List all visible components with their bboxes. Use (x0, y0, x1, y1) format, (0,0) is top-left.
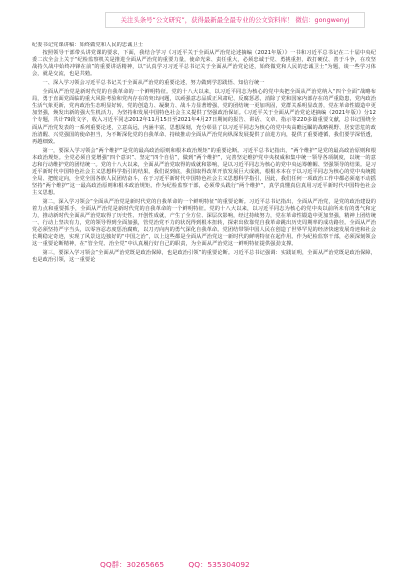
paragraph-intro: 按照领导干部带头讲党课的要求，下面，我结合学习《习近平关于全面从严治党论述摘编（2021年版）》一书和习近平总书记在二十届中央纪委二次全会上关于“纪检监察机关是推进全面从严治党的重要力量，使命光荣、责任重大，必须忠诚于党、勇挑重担，敢打硬仗、善于斗争，在攻坚战持久战中始终冲锋在前”的重要讲话精神，以“认真学习习近平总书记关于全面从严治党论述，始终做党和人民的忠诚卫士”为题，谈一些学习体会，就是交流，也是共勉。 (32, 50, 376, 78)
header-banner: 关注头条号“公文研究”，获得最新最全最专业的公文资料库！ 微信：gongwenyj (105, 12, 365, 28)
paragraph-overview: 全面从严治党是新时代党的自我革命的一个鲜明特征。党的十八大以来，以习近平同志为核心的党中央把全面从严治党纳入“四个全面”战略布局，勇于直面党面临的重大风险考验和党内存在的突出问题，以顽强意志品质正风肃纪、反腐惩恶，消除了党和国家内部存在的严重隐患，党内政治生活气象更新，党内政治生态明显好转，党的创造力、凝聚力、战斗力显著增强，党的团结统一更加巩固，党群关系明显改善，党在革命性锻造中更加坚强，焕发出新的强大生机活力，为坚持和发展中国特色社会主义提供了坚强政治保证。《习近平关于全面从严治党论述摘编（2021年版）》分12个专题，共计79段文字，收入习近平同志2012年11月15日至2021年4月27日期间的报告、讲话、文章、指示等220多篇重要文献，总书记围绕全面从严治党发表的一系列重要论述，立意高远，内涵丰富，思想深刻，充分彰显了以习近平同志为核心的党中央高瞻远瞩的战略视野、居安思危的政治清醒、兴党强国的使命担当，为不断深化党的自我革命、持续推动全面从严治党向纵深发展提供了前进方向，提供了重要遵循，我们要学深悟透，再越细致。 (32, 89, 376, 145)
document-title: 纪委书记党课讲稿：始终做党和人民的忠诚卫士 (32, 42, 144, 48)
footer-qq-number: QQ：535304092 (188, 560, 250, 569)
footer-qq-group: QQ群：30265665 (100, 560, 165, 569)
paragraph-point-2: 第二，深入学习领会“全面从严治党是新时代党的自我革命的一个鲜明特征”的重要论断。习近平总书记指出，全面从严治党，是党的政治建设的着力点和重要抓手，全面从严治党是新时代党的自我革命的一个鲜明特征。党的十八大以来，以习近平同志为核心的党中央以前所未有的勇气和定力，推动新时代全面从严治党取得了历史性、开创性成就，产生了全方位、深层次影响，经过持续努力，党在革命性锻造中更加坚强，精神上团结统一、行动上坚决有力，党的领导得到全面加强，管党治党不力的状况得到根本扭转，探索出依靠党自我革命跳出历史周期率的成功路径。全面从严治党必须坚持严字当头，以零容忍态度惩治腐败，以刀刃向内的勇气深化自我革命。党团结带领中国人民在创造了世界罕见的经济快速发展奇迹和社会长期稳定奇迹，实现了风景这边独好的“中国之治”，以上这些都是全面从严治党这一新时代的鲜明特征在起作用。作为纪检监察干部，必须深刻领会这一重要论断精神，在“管全党、治全党”中认真履行好自己的职责，为全面从严治党这一鲜明特征提供强劲支撑。 (32, 198, 376, 248)
paragraph-point-1: 第一，要深入学习领会“两个维护”是党的最高政治原则和根本政治规矩“的重要论断。习近平总书记指出，“两个维护”是党的最高政治原则和根本政治规矩。全党必须自觉增强“四个意识”、坚定“四个自信”，做到“两个维护”，完善坚定维护党中央权威和集中统一领导各项制度，以统一的意志和行动维护党的团结统一。党的十八大以来，全面从严治党取得的成就和影响，是以习近平同志为核心的党中央运筹帷幄、坚强领导的结果。是习近平新时代中国特色社会主义思想科学指引的结果。我们说到底，我国取得改革开放发展巨大成就，根根本本在于以习近平同志为核心的党中央统揽全局、把舵定向，全党全国各族人民团结奋斗，在于习近平新时代中国特色社会主义思想科学指引，因此，我们任何一项政治工作中都必须毫不动摇坚持“两个维护”这一最高政治原则和根本政治规矩。作为纪检监察干部，必须带头践行“两个维护”，真学真懂真信真用习近平新时代中国特色社会主义思想。 (32, 147, 376, 196)
footer-contact (100, 558, 350, 572)
document-body (32, 42, 376, 554)
section-heading-1: 一、深入学习领会习近平总书记关于全面从严治党的重要论述，努力做到学思践悟、知信行统一 (42, 80, 265, 87)
paragraph-point-3: 第三，要深入学习领会“全面从严治党既是政治保障，也是政治引领”的重要论断。习近平总书记强调：实践证明，全面从严治党既是政治保障，也是政治引领，这一重要论 (32, 250, 376, 264)
